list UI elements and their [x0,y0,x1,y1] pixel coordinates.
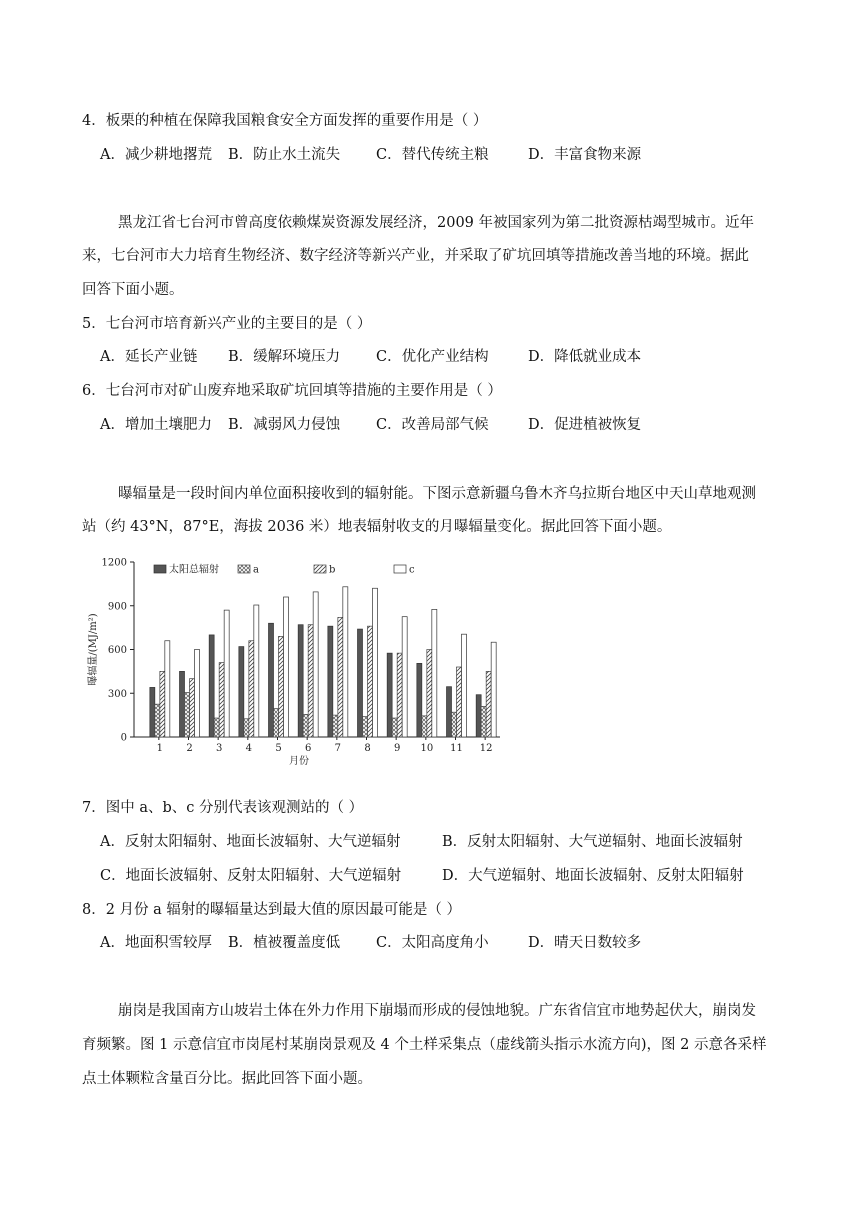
bar-太阳总辐射-4 [239,647,244,737]
bar-太阳总辐射-8 [358,629,363,737]
x-tick-label: 12 [479,743,493,754]
bar-c-4 [254,605,259,737]
legend-swatch-a [238,565,250,573]
bar-a-3 [214,718,219,737]
legend-swatch-b [314,565,326,573]
bar-a-5 [274,709,279,737]
q7-option-d: D．大气逆辐射、地面长波辐射、反射太阳辐射 [442,868,744,884]
q6-option-a: A．增加土壤肥力 [100,417,212,433]
bar-b-2 [190,679,195,737]
bar-a-9 [392,718,397,737]
q5-option-d: D．降低就业成本 [528,349,642,365]
bar-b-6 [308,625,313,737]
y-tick-label: 600 [107,645,127,656]
q7-stem: 7．图中 a、b、c 分别代表该观测站的（ ） [82,800,364,816]
x-tick-label: 9 [393,743,401,754]
bar-b-3 [219,663,224,737]
bar-a-1 [155,704,160,737]
y-tick-label: 0 [120,732,127,744]
x-tick-label: 5 [275,743,282,754]
q4-option-a: A．减少耕地撂荒 [100,147,212,163]
q4-stem: 4．板栗的种植在保障我国粮食安全方面发挥的重要作用是（ ） [82,113,488,129]
bar-c-5 [284,597,289,737]
q4-option-d: D．丰富食物来源 [528,147,642,163]
bar-a-6 [303,714,308,737]
passage1-line-1: 黑龙江省七台河市曾高度依赖煤炭资源发展经济，2009 年被国家列为第二批资源枯竭型城市。近年 [118,215,755,231]
bar-c-9 [402,617,407,737]
passage2-line-2: 站（约 43°N，87°E，海拔 2036 米）地表辐射收支的月曝辐量变化。据此回答下面小题。 [82,519,672,535]
bar-c-6 [313,592,318,737]
bar-c-10 [432,609,437,737]
bar-c-1 [165,641,170,737]
passage3-line-1: 崩岗是我国南方山坡岩土体在外力作用下崩塌而形成的侵蚀地貌。广东省信宜市地势起伏大，崩岗发 [118,1003,756,1019]
passage3-line-3: 点土体颗粒含量百分比。据此回答下面小题。 [82,1071,372,1087]
legend-label-c: c [409,564,415,576]
bar-b-1 [160,671,165,737]
bar-太阳总辐射-1 [150,687,155,737]
bar-c-8 [373,588,378,737]
q8-option-b: B．植被覆盖度低 [228,935,341,951]
q6-option-c: C．改善局部气候 [376,417,489,433]
bar-a-2 [185,693,190,737]
y-tick-label: 300 [107,688,127,700]
q8-option-c: C．太阳高度角小 [376,935,489,951]
bar-太阳总辐射-6 [298,625,303,737]
bar-c-7 [343,587,348,737]
bar-b-10 [427,650,432,738]
q7-option-b: B．反射太阳辐射、大气逆辐射、地面长波辐射 [442,834,743,850]
y-axis-title: 曝辐量/(MJ/m²) [88,613,99,686]
bar-b-4 [249,641,254,737]
q7-option-c: C．地面长波辐射、反射太阳辐射、大气逆辐射 [100,868,402,884]
bar-a-8 [363,717,368,737]
bar-b-9 [397,653,402,737]
bar-太阳总辐射-12 [476,695,481,737]
q8-stem: 8．2 月份 a 辐射的曝辐量达到最大值的原因最可能是（ ） [82,902,462,918]
bar-a-7 [333,715,338,737]
bar-b-8 [368,626,373,737]
y-tick-label: 900 [107,601,127,613]
x-tick-label: 8 [364,743,371,754]
q4-option-b: B．防止水土流失 [228,147,341,163]
bar-a-10 [422,716,427,737]
q6-stem: 6．七台河市对矿山废弃地采取矿坑回填等措施的主要作用是（ ） [82,383,502,399]
passage2-line-1: 曝辐量是一段时间内单位面积接收到的辐射能。下图示意新疆乌鲁木齐乌拉斯台地区中天山草地观测 [118,486,756,502]
q5-option-b: B．缓解环境压力 [228,349,341,365]
bar-太阳总辐射-5 [269,623,274,737]
x-tick-label: 7 [334,743,342,754]
x-tick-label: 4 [245,743,253,754]
q5-stem: 5．七台河市培育新兴产业的主要目的是（ ） [82,316,372,332]
q5-option-c: C．优化产业结构 [376,349,489,365]
bar-太阳总辐射-7 [328,626,333,737]
q6-option-d: D．促进植被恢复 [528,417,642,433]
bar-太阳总辐射-9 [387,653,392,737]
x-tick-label: 1 [156,743,164,754]
bar-a-4 [244,719,249,737]
q6-option-b: B．减弱风力侵蚀 [228,417,341,433]
q8-option-a: A．地面积雪较厚 [100,935,212,951]
x-tick-label: 2 [186,743,193,754]
bar-c-2 [195,650,200,738]
passage1-line-3: 回答下面小题。 [82,282,184,298]
bar-c-11 [462,634,467,737]
legend-label-b: b [329,564,336,576]
bar-太阳总辐射-3 [209,635,214,737]
legend-label-a: a [253,564,259,576]
bar-b-11 [457,667,462,737]
legend-label-太阳总辐射: 太阳总辐射 [169,564,219,576]
legend-swatch-太阳总辐射 [154,565,166,573]
bar-b-7 [338,617,343,737]
x-tick-label: 3 [215,743,223,754]
y-tick-label: 1200 [101,557,127,569]
q8-option-d: D．晴天日数较多 [528,935,642,951]
x-tick-label: 11 [450,743,463,754]
x-tick-label: 10 [420,743,434,754]
q5-option-a: A．延长产业链 [100,349,198,365]
q7-option-a: A．反射太阳辐射、地面长波辐射、大气逆辐射 [100,834,401,850]
passage3-line-2: 育频繁。图 1 示意信宜市岗尾村某崩岗景观及 4 个土样采集点（虚线箭头指示水流方向)，图 2 示意各采样 [82,1037,767,1053]
bar-a-11 [452,712,457,737]
x-tick-label: 6 [304,743,312,754]
bar-a-12 [481,706,486,737]
passage1-line-2: 来，七台河市大力培育生物经济、数字经济等新兴产业，并采取了矿坑回填等措施改善当地的环境。据此 [82,248,749,264]
x-axis-title: 月份 [289,756,309,767]
bar-太阳总辐射-10 [417,663,422,737]
bar-太阳总辐射-2 [180,671,185,737]
bar-c-3 [224,610,229,737]
bar-b-12 [486,671,491,737]
q4-option-c: C．替代传统主粮 [376,147,489,163]
bar-b-5 [279,636,284,737]
bar-太阳总辐射-11 [447,687,452,737]
legend-swatch-c [394,565,406,573]
radiation-bar-chart [82,550,522,790]
bar-c-12 [491,642,496,737]
